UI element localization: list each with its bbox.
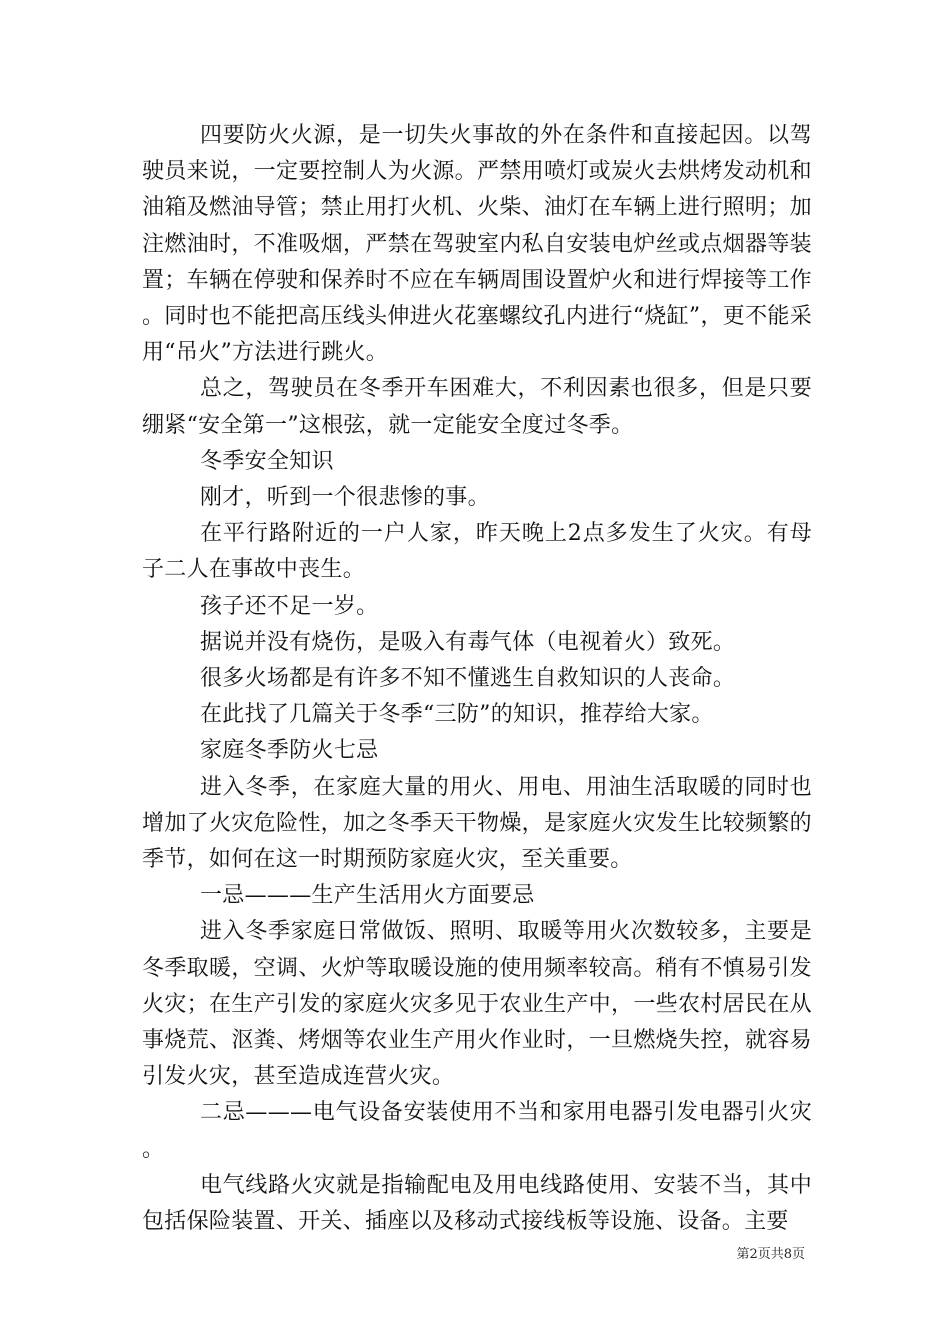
subheading-taboo-two: 二忌———电气设备安装使用不当和家用电器引发电器引火灾。	[142, 1100, 812, 1162]
section-heading-seven-taboos: 家庭冬季防火七忌	[200, 738, 379, 764]
paragraph-child-age: 孩子还不足一岁。	[200, 593, 379, 619]
page-number: 第2页共8页	[736, 1247, 805, 1262]
subheading-taboo-one: 一忌———生产生活用火方面要忌	[200, 883, 535, 909]
paragraph-winter-intro: 进入冬季，在家庭大量的用火、用电、用油生活取暖的同时也增加了火灾危险性，加之冬季天干物燥，是家庭火灾发生比较频繁的季节，如何在这一时期预防家庭火灾，至关重要。	[142, 774, 812, 873]
section-heading-winter-safety: 冬季安全知识	[200, 448, 334, 474]
paragraph-fire-sources: 四要防火火源，是一切失火事故的外在条件和直接起因。以驾驶员来说，一定要控制人为火源。严禁用喷灯或炭火去烘烤发动机和油箱及燃油导管；禁止用打火机、火柴、油灯在车辆上进行照明；加注燃油时，不准吸烟，严禁在驾驶室内私自安装电炉丝或点烟器等装置；车辆在停驶和保养时不应在车辆周围设置炉火和进行焊接等工作。同时也不能把高压线头伸进火花塞螺纹孔内进行“烧缸”，更不能采用“吊火”方法进行跳火。	[142, 123, 812, 366]
paragraph-sad-news: 刚才，听到一个很悲惨的事。	[200, 485, 490, 511]
paragraph-recommendation: 在此找了几篇关于冬季“三防”的知识，推荐给大家。	[200, 702, 714, 728]
paragraph-cause-of-death: 据说并没有烧伤，是吸入有毒气体（电视着火）致死。	[200, 629, 736, 655]
document-body	[142, 118, 812, 1240]
paragraph-electrical-fire: 电气线路火灾就是指输配电及用电线路使用、安装不当，其中包括保险装置、开关、插座以及移动式接线板等设施、设备。主要	[142, 1172, 812, 1235]
paragraph-taboo-one: 进入冬季家庭日常做饭、照明、取暖等用火次数较多，主要是冬季取暖，空调、火炉等取暖设施的使用频率较高。稍有不慎易引发火灾；在生产引发的家庭火灾多见于农业生产中，一些农村居民在从事烧荒、沤粪、烤烟等农业生产用火作业时，一旦燃烧失控，就容易引发火灾，甚至造成连营火灾。	[142, 919, 812, 1090]
paragraph-escape-knowledge: 很多火场都是有许多不知不懂逃生自救知识的人丧命。	[200, 666, 736, 692]
paragraph-summary: 总之，驾驶员在冬季开车困难大，不利因素也很多，但是只要绷紧“安全第一”这根弦，就一定能安全度过冬季。	[142, 376, 812, 438]
paragraph-fire-incident: 在平行路附近的一户人家，昨天晚上2点多发生了火灾。有母子二人在事故中丧生。	[142, 521, 812, 583]
